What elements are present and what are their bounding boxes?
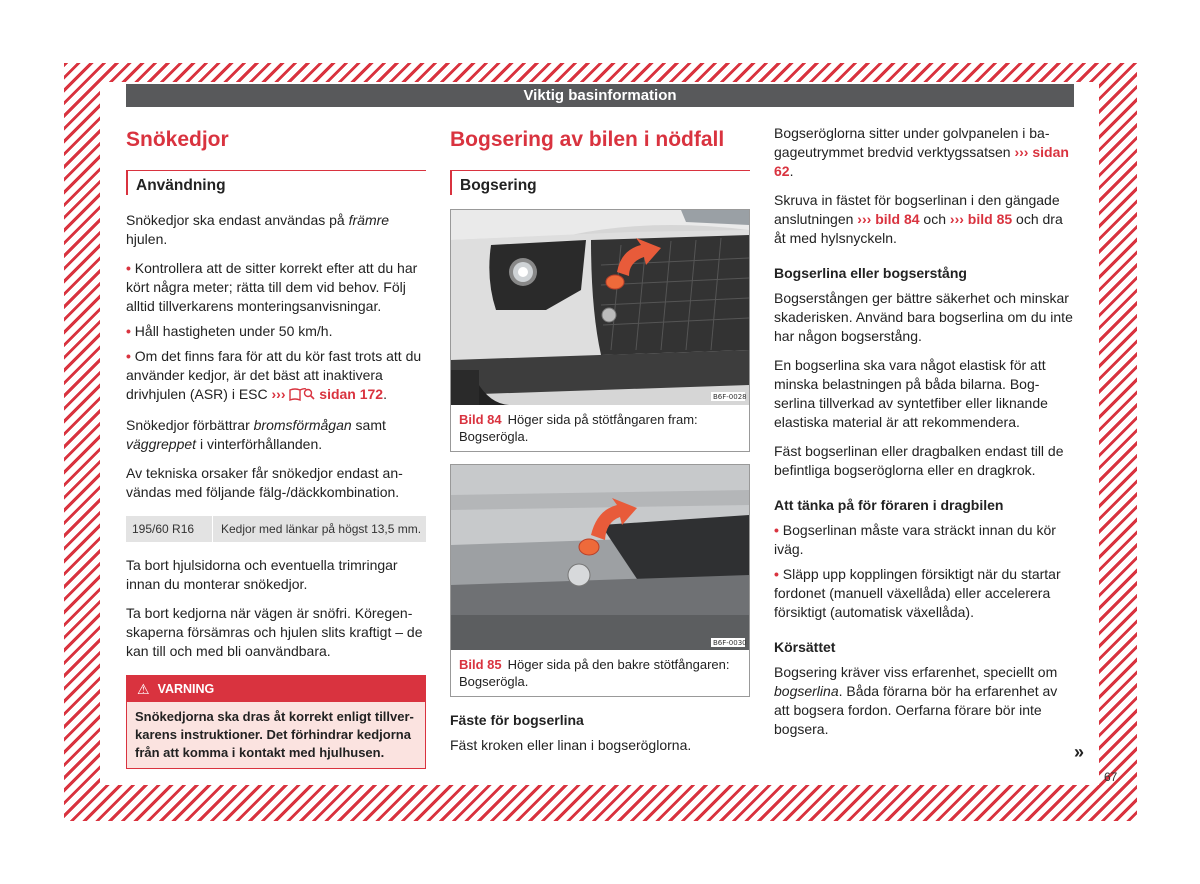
warning-box [126,675,426,769]
bullet-item: • Släpp upp kopplingen försiktigt när du startar fordonet (manuell växellåda) eller accelerera försiktigt (automatisk växellåda). [774,566,1061,620]
page-link-62[interactable]: sidan 62 [774,144,1069,179]
warning-text: Snökedjorna ska dras åt korrekt enligt tillverkarens instruktioner. Det förhindrar kedjorna från att komma i kontakt med hjulhusen. [127,702,425,768]
warning-header [127,676,425,702]
bullet-icon: • [774,522,783,538]
minor-heading: Körsättet [774,639,836,655]
figure-85 [450,464,750,697]
figure-link-85[interactable]: bild 85 [967,211,1013,227]
section-title-snow-chains: Snökedjor [126,128,229,151]
paragraph: Bogseröglorna sitter under golvpanelen i bagageutrymmet bredvid verktygssatsen ››› sidan 62. [774,125,1069,179]
bullet-item: • Kontrollera att de sitter korrekt efter att du har kört några meter; rätta till dem vid behov. Följ alltid tillverkarens monteringsanvisningar. [126,260,418,314]
paragraph: Snökedjor ska endast användas på främre hjulen. [126,212,390,247]
warning-triangle-icon: ⚠ [137,681,150,697]
subhead-towing: Bogsering [450,170,750,195]
page-number: 67 [1104,770,1118,784]
figure-code: B6F-0030 [713,639,747,647]
rear-bumper-tow-eye-image [451,465,749,650]
bullet-icon: • [126,260,135,276]
double-chevron-icon: ››› [949,211,968,227]
bullet-item: • Håll hastigheten under 50 km/h. [126,323,333,339]
front-bumper-tow-eye-image [451,210,749,405]
paragraph: Snökedjor förbättrar bromsförmågan samt väggreppet i vinterförhållanden. [126,417,386,452]
double-chevron-icon: ››› [271,386,286,402]
paragraph: Fäst kroken eller linan i bogseröglorna. [450,737,692,753]
bullet-icon: • [774,566,783,582]
book-search-icon [289,387,315,401]
paragraph: Bogserstången ger bättre säkerhet och minskar skaderisken. Använd bara bogserlina om du inte har någon bogserstång. [774,290,1073,344]
paragraph: Ta bort kedjorna när vägen är snöfri. Köregenskaperna försämras och hjulen slits kraftigt – de kan till och med bli oanvändbara. [126,605,423,659]
paragraph: Bogsering kräver viss erfarenhet, speciellt om bogserlina. Båda förarna bör ha erfarenhet av att bogsera fordon. Oerfarna förare bör inte bogsera. [774,664,1058,737]
double-chevron-icon: ››› [1014,144,1033,160]
table-cell-size: 195/60 R16 [126,516,213,542]
column-towing-continued [774,124,1074,749]
paragraph: Fäst bogserlinan eller dragbalken endast till de befintliga bogseröglorna eller en dragkrok. [774,443,1064,478]
warning-title: VARNING [157,682,215,696]
figure-caption: Bild 85 Höger sida på den bakre stötfångaren: Bogserögla. [459,657,730,689]
figure-caption: Bild 84 Höger sida på stötfångaren fram: Bogserögla. [459,412,698,444]
figure-84 [450,209,750,452]
bullet-icon: • [126,323,135,339]
column-snow-chains [126,120,426,769]
paragraph: Skruva in fästet för bogserlinan i den gängade anslutningen ››› bild 84 och ››› bild 85 och dra åt med hylsnyckeln. [774,192,1063,246]
bullet-item: • Om det finns fara för att du kör fast trots att du använder kedjor, är det bäst att inaktivera drivhjulen (ASR) i ESC ››› sidan 172. [126,348,422,402]
paragraph: En bogserlina ska vara något elastisk för att minska belastningen på båda bilarna. Bogserlina tillverkad av syntetfiber eller liknande elastiska material är att rekommendera. [774,357,1048,430]
double-chevron-icon: ››› [857,211,876,227]
section-title-towing: Bogsering av bilen i nödfall [450,128,725,151]
minor-heading: Bogserlina eller bogserstång [774,265,967,281]
figure-code: B6F-0028 [713,393,747,401]
subhead-usage: Användning [126,170,426,195]
continue-marker-icon: » [1074,742,1085,762]
page-link-172[interactable]: sidan 172 [319,386,384,402]
paragraph: Ta bort hjulsidorna och eventuella trimringar innan du monterar snökedjor. [126,557,398,592]
spec-table [126,516,426,542]
section-header: Viktig basinformation [126,84,1074,107]
bullet-icon: • [126,348,135,364]
figure-link-84[interactable]: bild 84 [875,211,920,227]
paragraph: Av tekniska orsaker får snökedjor endast användas med följande fälg-/däckkombination. [126,465,403,500]
bullet-item: • Bogserlinan måste vara sträckt innan du kör iväg. [774,522,1056,557]
table-cell-description: Kedjor med länkar på högst 13,5 mm. [221,522,422,536]
column-towing [450,120,750,765]
minor-heading: Att tänka på för föraren i dragbilen [774,497,1004,513]
minor-heading: Fäste för bogserlina [450,712,584,728]
